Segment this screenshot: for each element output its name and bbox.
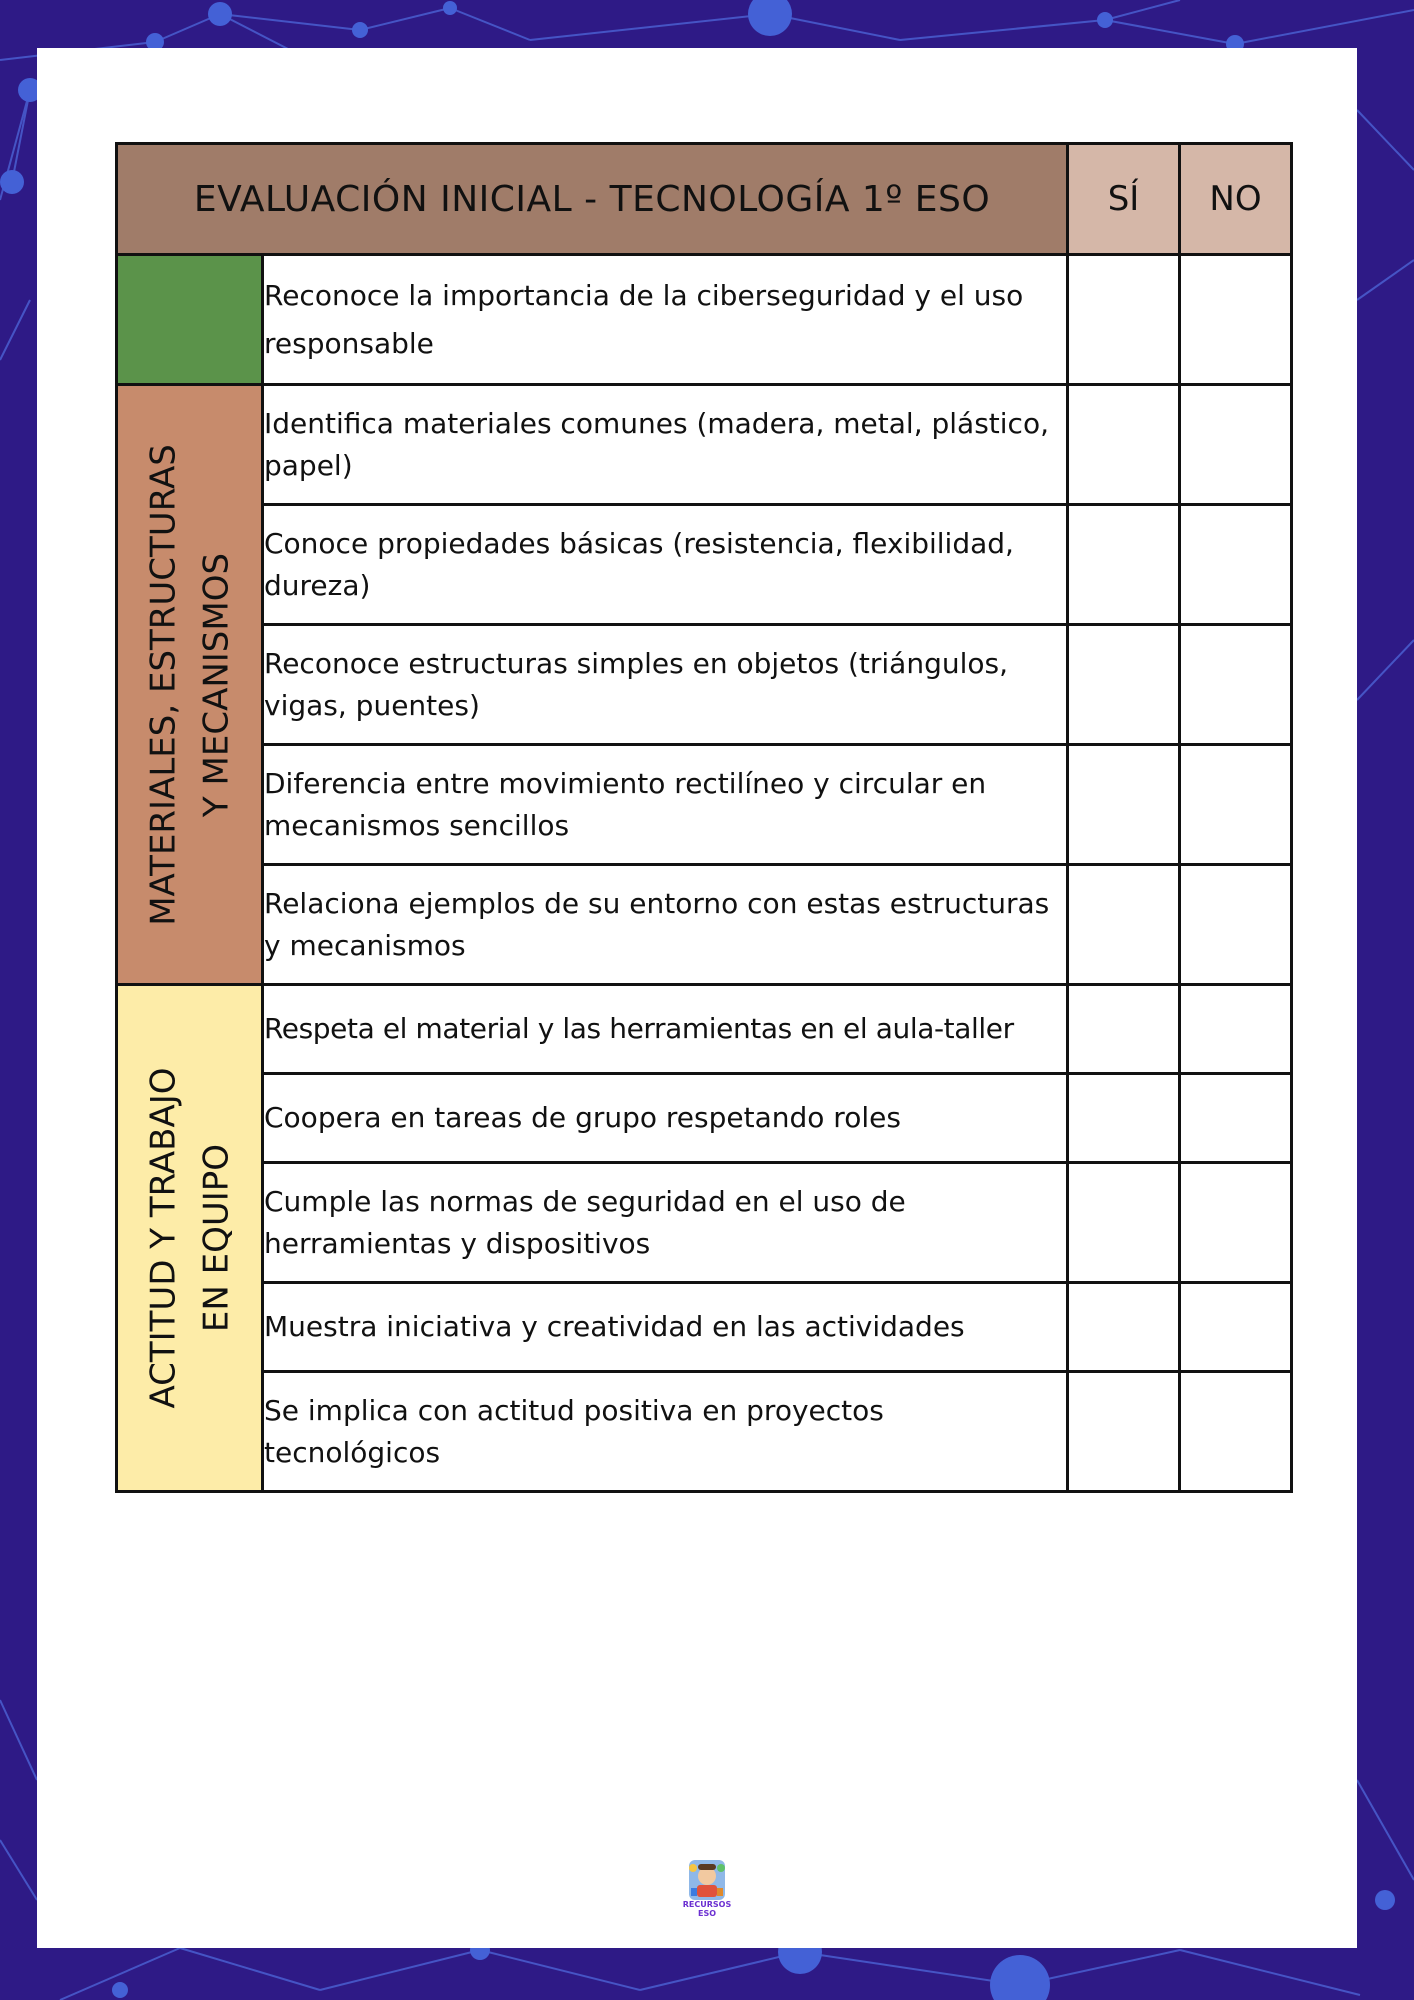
category-label-materials bbox=[137, 444, 242, 926]
category-cell-attitude bbox=[117, 985, 263, 1492]
logo-text bbox=[670, 1900, 744, 1918]
table-row bbox=[117, 625, 1292, 745]
yes-checkbox-cell[interactable] bbox=[1068, 505, 1180, 625]
yes-checkbox-cell[interactable] bbox=[1068, 1163, 1180, 1283]
criterion-text: Coopera en tareas de grupo respetando roles bbox=[263, 1074, 1068, 1163]
yes-column-header: SÍ bbox=[1068, 144, 1180, 255]
no-checkbox-cell[interactable] bbox=[1180, 1074, 1292, 1163]
criterion-text: Se implica con actitud positiva en proyectos tecnológicos bbox=[263, 1372, 1068, 1492]
criterion-text: Diferencia entre movimiento rectilíneo y circular en mecanismos sencillos bbox=[263, 745, 1068, 865]
criterion-text: Muestra iniciativa y creatividad en las actividades bbox=[263, 1283, 1068, 1372]
no-checkbox-cell[interactable] bbox=[1180, 1163, 1292, 1283]
table-row bbox=[117, 505, 1292, 625]
table-row bbox=[117, 1283, 1292, 1372]
no-checkbox-cell[interactable] bbox=[1180, 985, 1292, 1074]
category-label-line1: MATERIALES, ESTRUCTURAS bbox=[142, 443, 183, 926]
category-label-line2: Y MECANISMOS bbox=[195, 552, 236, 817]
yes-checkbox-cell[interactable] bbox=[1068, 865, 1180, 985]
table-row bbox=[117, 1163, 1292, 1283]
no-checkbox-cell[interactable] bbox=[1180, 1372, 1292, 1492]
yes-checkbox-cell[interactable] bbox=[1068, 985, 1180, 1074]
yes-checkbox-cell[interactable] bbox=[1068, 255, 1180, 385]
no-checkbox-cell[interactable] bbox=[1180, 745, 1292, 865]
criterion-text: Identifica materiales comunes (madera, metal, plástico, papel) bbox=[263, 385, 1068, 505]
criterion-text: Reconoce estructuras simples en objetos (triángulos, vigas, puentes) bbox=[263, 625, 1068, 745]
no-checkbox-cell[interactable] bbox=[1180, 505, 1292, 625]
table-header-row bbox=[117, 144, 1292, 255]
no-checkbox-cell[interactable] bbox=[1180, 865, 1292, 985]
yes-checkbox-cell[interactable] bbox=[1068, 745, 1180, 865]
yes-checkbox-cell[interactable] bbox=[1068, 625, 1180, 745]
yes-checkbox-cell[interactable] bbox=[1068, 1283, 1180, 1372]
yes-checkbox-cell[interactable] bbox=[1068, 385, 1180, 505]
no-checkbox-cell[interactable] bbox=[1180, 385, 1292, 505]
criterion-text: Cumple las normas de seguridad en el uso de herramientas y dispositivos bbox=[263, 1163, 1068, 1283]
table-title: EVALUACIÓN INICIAL - TECNOLOGÍA 1º ESO bbox=[117, 144, 1068, 255]
no-checkbox-cell[interactable] bbox=[1180, 1283, 1292, 1372]
yes-checkbox-cell[interactable] bbox=[1068, 1074, 1180, 1163]
category-cell-materials bbox=[117, 385, 263, 985]
category-label-line1: ACTITUD Y TRABAJO bbox=[142, 1067, 183, 1409]
worksheet-page bbox=[37, 48, 1357, 1948]
table-row bbox=[117, 255, 1292, 385]
criterion-text: Relaciona ejemplos de su entorno con estas estructuras y mecanismos bbox=[263, 865, 1068, 985]
logo-text-line2: ESO bbox=[697, 1909, 717, 1918]
table-row bbox=[117, 745, 1292, 865]
evaluation-table bbox=[115, 142, 1293, 1493]
logo-text-line1: RECURSOS bbox=[682, 1900, 732, 1909]
no-checkbox-cell[interactable] bbox=[1180, 255, 1292, 385]
table-row bbox=[117, 865, 1292, 985]
category-cell-cyber bbox=[117, 255, 263, 385]
yes-checkbox-cell[interactable] bbox=[1068, 1372, 1180, 1492]
no-checkbox-cell[interactable] bbox=[1180, 625, 1292, 745]
table-row bbox=[117, 1074, 1292, 1163]
no-column-header: NO bbox=[1180, 144, 1292, 255]
category-label-attitude bbox=[137, 1067, 242, 1408]
category-label-line2: EN EQUIPO bbox=[195, 1143, 236, 1333]
criterion-text: Respeta el material y las herramientas en el aula-taller bbox=[263, 985, 1068, 1074]
table-row bbox=[117, 1372, 1292, 1492]
criterion-text: Reconoce la importancia de la ciberseguridad y el uso responsable bbox=[263, 255, 1068, 385]
criterion-text: Conoce propiedades básicas (resistencia, flexibilidad, dureza) bbox=[263, 505, 1068, 625]
table-row bbox=[117, 385, 1292, 505]
table-row bbox=[117, 985, 1292, 1074]
